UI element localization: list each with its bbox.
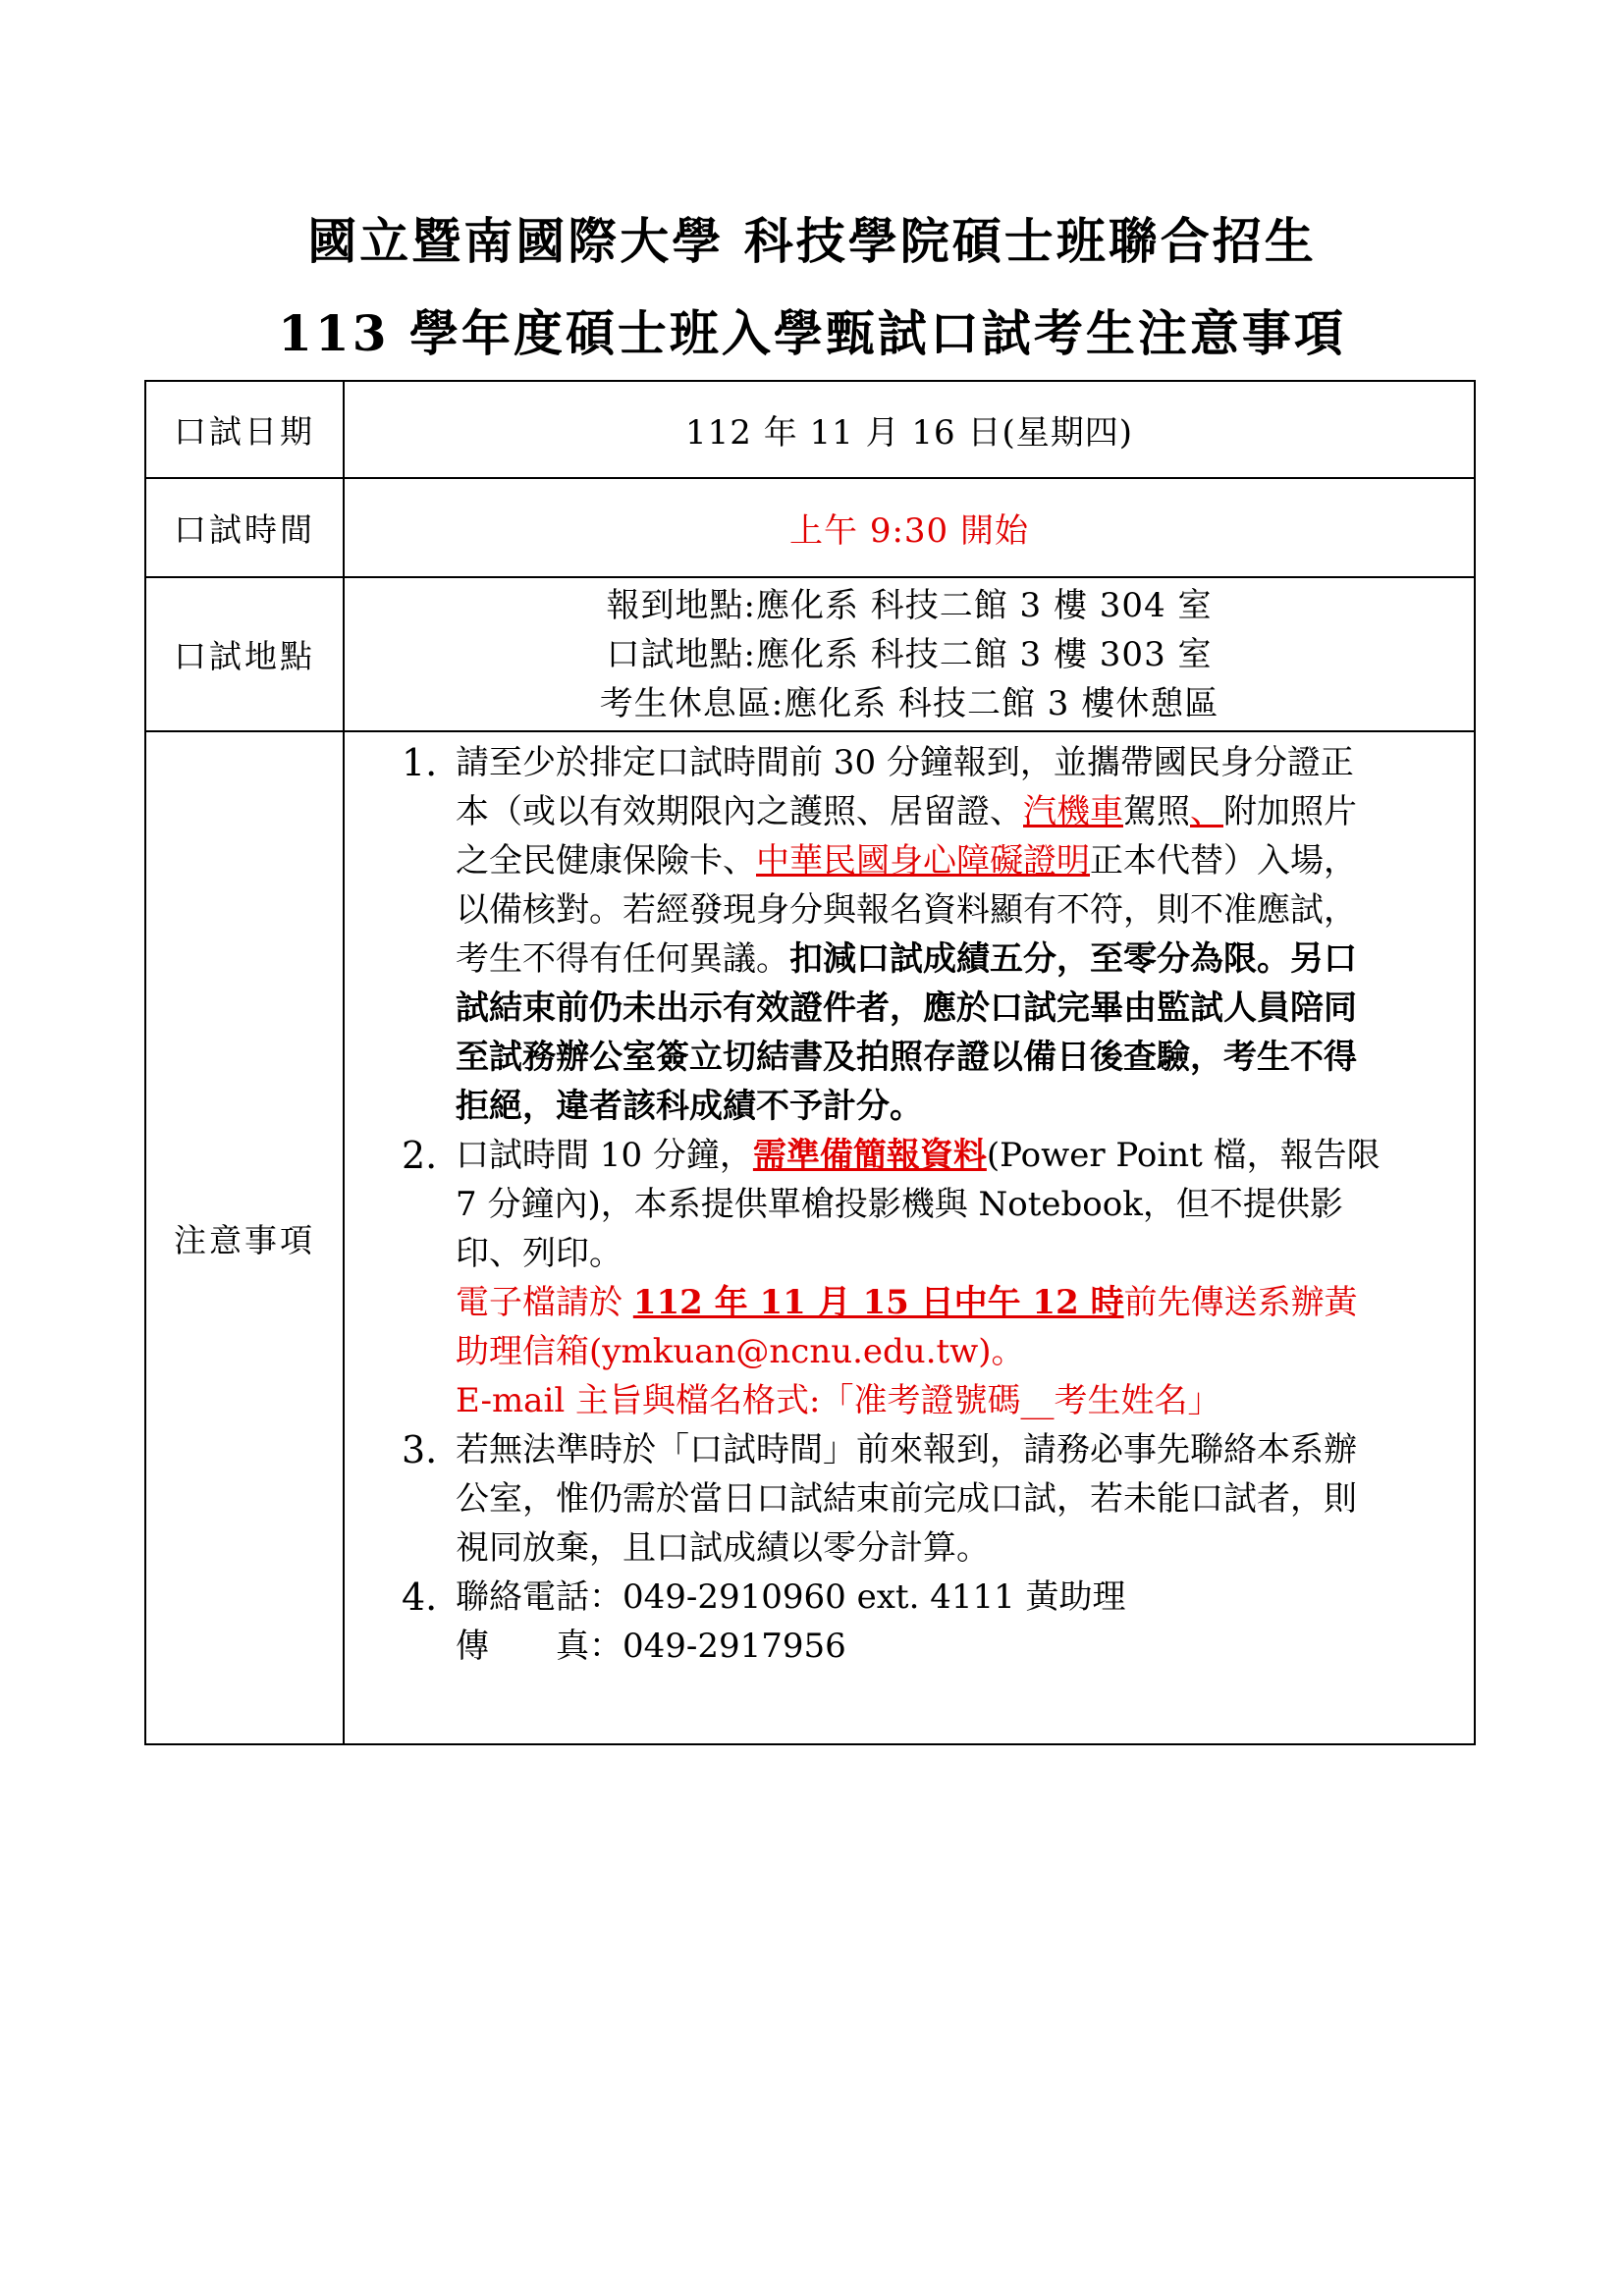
note-item-1	[402, 738, 1383, 1131]
note-1-text-d: 正本代替）入場，以備核對。若經發現身分與報名資料顯有不符，則不准應試，考生不得有任何異議。	[456, 841, 1357, 979]
note-2-text-a: 口試時間 10 分鐘，	[456, 1136, 753, 1175]
note-item-3	[402, 1425, 1383, 1573]
place-label: 口試地點	[145, 577, 344, 731]
notes-content	[344, 731, 1475, 1744]
note-number: 1.	[402, 741, 438, 784]
note-1-text-b: 駕照	[1123, 792, 1190, 831]
note-number: 2.	[402, 1134, 438, 1177]
note-2-red-text-a: 電子檔請於	[456, 1283, 633, 1322]
note-2-highlight-slides: 需準備簡報資料	[752, 1136, 987, 1175]
note-3-text: 若無法準時於「口試時間」前來報到，請務必事先聯絡本系辦公室，惟仍需於當日口試結束前完成口試，若未能口試者，則視同放棄，且口試成績以零分計算。	[456, 1430, 1357, 1568]
note-2-text-b: (Power Point 檔，報告限 7 分鐘內)，本系提供單槍投影機與 Notebook，但不提供影印、列印。	[456, 1136, 1380, 1273]
date-label: 口試日期	[145, 381, 344, 478]
exam-info-table	[144, 380, 1476, 1745]
contact-fax: 傳 真：049-2917956	[456, 1627, 846, 1666]
note-2-deadline: 112 年 11 月 15 日中午 12 時	[632, 1283, 1124, 1322]
contact-phone: 聯絡電話：049-2910960 ext. 4111 黃助理	[456, 1577, 1126, 1617]
notes-list	[402, 738, 1383, 1671]
date-value: 112 年 11 月 16 日(星期四)	[344, 381, 1475, 478]
table-row-notes	[145, 731, 1475, 1744]
note-2-red-text-b: 前先傳送系辦黃助理信箱(ymkuan@ncnu.edu.tw)。	[456, 1283, 1358, 1371]
time-value: 上午 9:30 開始	[344, 478, 1475, 577]
table-row-date	[145, 381, 1475, 478]
rest-area-location: 考生休息區:應化系 科技二館 3 樓休憩區	[599, 683, 1219, 723]
place-value	[344, 577, 1475, 731]
note-item-4	[402, 1573, 1383, 1671]
note-1-highlight-vehicle: 汽機車	[1023, 792, 1123, 831]
table-row-place	[145, 577, 1475, 731]
exam-location: 口試地點:應化系 科技二館 3 樓 303 室	[606, 634, 1213, 674]
note-1-highlight-comma: 、	[1190, 792, 1223, 831]
note-number: 4.	[402, 1575, 438, 1619]
checkin-location: 報到地點:應化系 科技二館 3 樓 304 室	[606, 585, 1213, 625]
note-1-text-c: 附加照片之全民健康保險卡、	[456, 792, 1357, 881]
title-line-1: 國立暨南國際大學 科技學院碩士班聯合招生	[307, 212, 1317, 270]
title-line-2: 113 學年度碩士班入學甄試口試考生注意事項	[278, 304, 1346, 362]
note-1-highlight-disability-card: 中華民國身心障礙證明	[756, 841, 1090, 881]
note-1-text-a: 請至少於排定口試時間前 30 分鐘報到，並攜帶國民身分證正本（或以有效期限內之護照、居留證、	[456, 743, 1354, 831]
time-label: 口試時間	[145, 478, 344, 577]
notes-label: 注意事項	[145, 731, 344, 1744]
table-row-time	[145, 478, 1475, 577]
note-2-email-format: E-mail 主旨與檔名格式:「准考證號碼__考生姓名」	[456, 1381, 1221, 1420]
note-number: 3.	[402, 1428, 438, 1471]
note-item-2	[402, 1131, 1383, 1425]
note-1-bold-penalty: 扣減口試成績五分，至零分為限。另口試結束前仍未出示有效證件者，應於口試完畢由監試人員陪同至試務辦公室簽立切結書及拍照存證以備日後查驗，考生不得拒絕，違者該科成績不予計分。	[456, 939, 1357, 1126]
